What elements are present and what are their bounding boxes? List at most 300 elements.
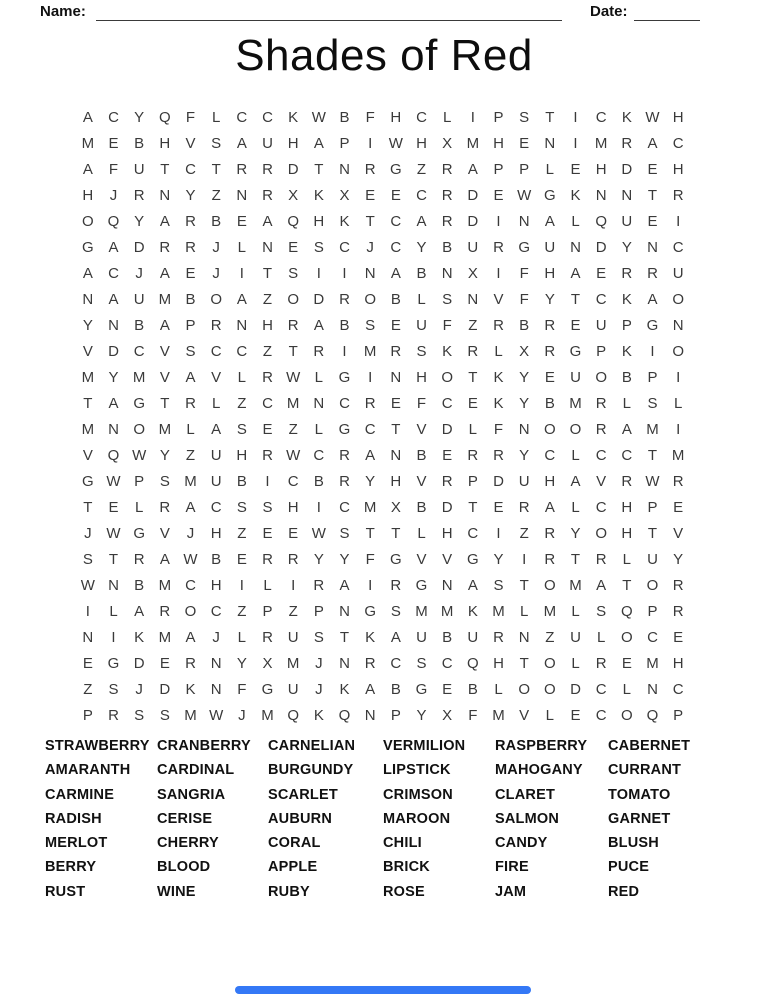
- grid-letter[interactable]: D: [621, 160, 633, 178]
- grid-letter[interactable]: N: [108, 420, 119, 438]
- grid-letter[interactable]: O: [184, 602, 197, 620]
- grid-letter[interactable]: D: [595, 238, 607, 256]
- grid-letter[interactable]: S: [313, 628, 324, 646]
- grid-letter[interactable]: I: [650, 342, 655, 360]
- grid-letter[interactable]: R: [595, 654, 607, 672]
- grid-letter[interactable]: C: [595, 108, 607, 126]
- grid-letter[interactable]: I: [111, 628, 116, 646]
- grid-letter[interactable]: P: [519, 160, 530, 178]
- grid-letter[interactable]: N: [518, 628, 530, 646]
- grid-letter[interactable]: E: [673, 498, 684, 516]
- grid-letter[interactable]: A: [108, 394, 119, 412]
- grid-letter[interactable]: J: [186, 524, 195, 542]
- grid-letter[interactable]: D: [108, 342, 119, 360]
- grid-letter[interactable]: L: [237, 238, 246, 256]
- grid-letter[interactable]: T: [262, 264, 273, 282]
- grid-letter[interactable]: I: [496, 264, 501, 282]
- grid-letter[interactable]: K: [134, 628, 145, 646]
- grid-letter[interactable]: P: [493, 160, 504, 178]
- grid-letter[interactable]: O: [595, 368, 607, 386]
- grid-letter[interactable]: U: [210, 472, 222, 490]
- grid-letter[interactable]: Z: [262, 342, 273, 360]
- grid-letter[interactable]: Q: [158, 108, 171, 126]
- grid-letter[interactable]: A: [647, 290, 658, 308]
- grid-letter[interactable]: M: [81, 420, 95, 438]
- grid-letter[interactable]: A: [82, 108, 93, 126]
- grid-letter[interactable]: A: [159, 550, 170, 568]
- grid-letter[interactable]: X: [390, 498, 401, 516]
- grid-letter[interactable]: L: [442, 108, 452, 126]
- grid-letter[interactable]: R: [185, 212, 196, 230]
- grid-letter[interactable]: B: [134, 134, 145, 152]
- grid-letter[interactable]: R: [262, 368, 273, 386]
- grid-letter[interactable]: Z: [211, 186, 221, 204]
- grid-letter[interactable]: P: [647, 498, 658, 516]
- grid-letter[interactable]: H: [493, 134, 504, 152]
- grid-letter[interactable]: L: [622, 394, 631, 412]
- grid-letter[interactable]: V: [159, 368, 170, 386]
- grid-letter[interactable]: I: [496, 212, 501, 230]
- grid-letter[interactable]: E: [493, 498, 504, 516]
- grid-letter[interactable]: C: [339, 498, 350, 516]
- grid-letter[interactable]: S: [390, 602, 401, 620]
- grid-letter[interactable]: E: [570, 706, 581, 724]
- grid-letter[interactable]: C: [236, 342, 248, 360]
- grid-letter[interactable]: C: [390, 654, 402, 672]
- grid-letter[interactable]: T: [647, 524, 658, 542]
- grid-letter[interactable]: R: [364, 654, 376, 672]
- grid-letter[interactable]: C: [595, 290, 607, 308]
- grid-letter[interactable]: B: [211, 212, 222, 230]
- grid-letter[interactable]: K: [339, 680, 350, 698]
- grid-letter[interactable]: E: [262, 524, 273, 542]
- grid-letter[interactable]: R: [672, 472, 684, 490]
- grid-letter[interactable]: R: [262, 446, 273, 464]
- grid-letter[interactable]: V: [82, 446, 93, 464]
- grid-letter[interactable]: P: [185, 316, 196, 334]
- grid-letter[interactable]: U: [621, 212, 633, 230]
- grid-letter[interactable]: G: [646, 316, 659, 334]
- grid-letter[interactable]: Q: [287, 706, 299, 724]
- grid-letter[interactable]: C: [108, 264, 119, 282]
- grid-letter[interactable]: J: [366, 238, 374, 256]
- grid-letter[interactable]: P: [647, 602, 658, 620]
- grid-letter[interactable]: A: [596, 576, 607, 594]
- grid-letter[interactable]: Q: [107, 446, 120, 464]
- grid-letter[interactable]: G: [569, 342, 582, 360]
- grid-letter[interactable]: R: [185, 238, 196, 256]
- grid-letter[interactable]: N: [108, 576, 119, 594]
- grid-letter[interactable]: R: [262, 550, 273, 568]
- grid-letter[interactable]: Z: [288, 420, 298, 438]
- grid-letter[interactable]: J: [238, 706, 246, 724]
- grid-letter[interactable]: L: [545, 706, 554, 724]
- grid-letter[interactable]: W: [388, 134, 403, 152]
- grid-letter[interactable]: U: [570, 628, 581, 646]
- grid-letter[interactable]: A: [365, 446, 376, 464]
- grid-letter[interactable]: O: [595, 524, 607, 542]
- grid-letter[interactable]: R: [493, 446, 504, 464]
- grid-letter[interactable]: E: [570, 160, 581, 178]
- grid-letter[interactable]: Q: [646, 706, 659, 724]
- grid-letter[interactable]: Z: [262, 290, 273, 308]
- grid-letter[interactable]: R: [493, 238, 504, 256]
- grid-letter[interactable]: A: [185, 628, 196, 646]
- grid-letter[interactable]: N: [236, 186, 248, 204]
- grid-letter[interactable]: K: [493, 368, 504, 386]
- grid-letter[interactable]: U: [570, 368, 581, 386]
- grid-letter[interactable]: A: [185, 368, 196, 386]
- grid-letter[interactable]: B: [544, 394, 555, 412]
- grid-letter[interactable]: P: [647, 368, 658, 386]
- grid-letter[interactable]: G: [133, 524, 145, 542]
- grid-letter[interactable]: H: [493, 654, 504, 672]
- grid-letter[interactable]: M: [671, 446, 685, 464]
- grid-letter[interactable]: X: [262, 654, 273, 672]
- grid-letter[interactable]: C: [185, 160, 196, 178]
- grid-letter[interactable]: K: [185, 680, 196, 698]
- grid-letter[interactable]: F: [519, 264, 529, 282]
- grid-letter[interactable]: B: [519, 316, 530, 334]
- grid-letter[interactable]: F: [365, 550, 375, 568]
- grid-letter[interactable]: C: [262, 394, 273, 412]
- grid-letter[interactable]: S: [236, 498, 247, 516]
- grid-letter[interactable]: R: [390, 342, 402, 360]
- grid-letter[interactable]: U: [647, 550, 658, 568]
- grid-letter[interactable]: B: [339, 316, 350, 334]
- grid-letter[interactable]: Z: [519, 524, 529, 542]
- grid-letter[interactable]: C: [441, 394, 453, 412]
- grid-letter[interactable]: J: [212, 628, 220, 646]
- grid-letter[interactable]: Z: [185, 446, 196, 464]
- grid-letter[interactable]: G: [389, 160, 402, 178]
- grid-letter[interactable]: E: [647, 212, 658, 230]
- grid-letter[interactable]: P: [262, 602, 273, 620]
- grid-letter[interactable]: N: [441, 264, 453, 282]
- grid-letter[interactable]: Y: [673, 550, 684, 568]
- grid-letter[interactable]: G: [81, 238, 94, 256]
- grid-letter[interactable]: E: [288, 238, 299, 256]
- grid-letter[interactable]: P: [390, 706, 401, 724]
- grid-letter[interactable]: A: [544, 212, 555, 230]
- grid-letter[interactable]: A: [82, 264, 93, 282]
- grid-letter[interactable]: N: [339, 654, 350, 672]
- grid-letter[interactable]: C: [467, 524, 479, 542]
- grid-letter[interactable]: O: [543, 680, 556, 698]
- grid-letter[interactable]: H: [621, 524, 633, 542]
- grid-letter[interactable]: M: [646, 420, 659, 438]
- grid-letter[interactable]: E: [82, 654, 93, 672]
- grid-letter[interactable]: H: [236, 446, 248, 464]
- grid-letter[interactable]: N: [518, 212, 530, 230]
- grid-letter[interactable]: R: [210, 316, 222, 334]
- grid-letter[interactable]: T: [519, 654, 529, 672]
- grid-letter[interactable]: H: [287, 498, 299, 516]
- name-fill-line[interactable]: [96, 3, 562, 21]
- grid-letter[interactable]: O: [672, 342, 684, 360]
- grid-letter[interactable]: W: [80, 576, 95, 594]
- grid-letter[interactable]: R: [441, 212, 453, 230]
- grid-letter[interactable]: A: [390, 264, 401, 282]
- grid-letter[interactable]: Z: [545, 628, 555, 646]
- grid-letter[interactable]: A: [313, 316, 324, 334]
- grid-letter[interactable]: Y: [416, 238, 427, 256]
- grid-letter[interactable]: E: [519, 134, 530, 152]
- grid-letter[interactable]: H: [672, 108, 684, 126]
- grid-letter[interactable]: C: [185, 576, 196, 594]
- grid-letter[interactable]: V: [211, 368, 222, 386]
- grid-letter[interactable]: B: [416, 264, 427, 282]
- grid-letter[interactable]: C: [544, 446, 556, 464]
- grid-letter[interactable]: L: [417, 290, 426, 308]
- grid-letter[interactable]: R: [544, 524, 556, 542]
- grid-letter[interactable]: E: [108, 498, 119, 516]
- grid-letter[interactable]: U: [467, 238, 479, 256]
- grid-letter[interactable]: D: [159, 680, 171, 698]
- grid-letter[interactable]: N: [441, 576, 453, 594]
- grid-letter[interactable]: G: [338, 368, 351, 386]
- grid-letter[interactable]: I: [291, 576, 296, 594]
- grid-letter[interactable]: L: [519, 602, 529, 620]
- grid-letter[interactable]: U: [416, 628, 427, 646]
- grid-letter[interactable]: R: [159, 602, 171, 620]
- grid-letter[interactable]: P: [82, 706, 93, 724]
- grid-letter[interactable]: E: [544, 368, 555, 386]
- grid-letter[interactable]: R: [544, 316, 556, 334]
- grid-letter[interactable]: C: [672, 238, 684, 256]
- grid-letter[interactable]: N: [364, 264, 376, 282]
- grid-letter[interactable]: L: [468, 420, 477, 438]
- grid-letter[interactable]: M: [184, 706, 197, 724]
- grid-letter[interactable]: O: [518, 680, 530, 698]
- grid-letter[interactable]: E: [390, 394, 401, 412]
- grid-letter[interactable]: L: [237, 628, 246, 646]
- grid-letter[interactable]: O: [569, 420, 582, 438]
- grid-letter[interactable]: S: [442, 290, 453, 308]
- grid-letter[interactable]: M: [286, 394, 300, 412]
- grid-letter[interactable]: A: [570, 264, 581, 282]
- grid-letter[interactable]: L: [109, 602, 118, 620]
- grid-letter[interactable]: R: [621, 134, 633, 152]
- grid-letter[interactable]: U: [133, 290, 145, 308]
- grid-letter[interactable]: A: [108, 238, 119, 256]
- grid-letter[interactable]: L: [571, 654, 580, 672]
- grid-letter[interactable]: G: [364, 602, 376, 620]
- grid-letter[interactable]: V: [159, 342, 170, 360]
- grid-letter[interactable]: D: [493, 472, 504, 490]
- grid-letter[interactable]: C: [262, 108, 273, 126]
- grid-letter[interactable]: S: [416, 342, 427, 360]
- grid-letter[interactable]: H: [672, 160, 684, 178]
- grid-letter[interactable]: R: [441, 472, 453, 490]
- grid-letter[interactable]: G: [415, 576, 428, 594]
- grid-letter[interactable]: H: [390, 108, 402, 126]
- grid-letter[interactable]: X: [519, 342, 530, 360]
- grid-letter[interactable]: R: [133, 186, 145, 204]
- grid-letter[interactable]: N: [262, 238, 273, 256]
- grid-letter[interactable]: R: [133, 550, 145, 568]
- grid-letter[interactable]: I: [522, 550, 527, 568]
- grid-letter[interactable]: Y: [519, 368, 530, 386]
- grid-letter[interactable]: R: [621, 472, 633, 490]
- grid-letter[interactable]: D: [133, 654, 145, 672]
- grid-letter[interactable]: O: [543, 420, 556, 438]
- grid-letter[interactable]: C: [621, 446, 633, 464]
- grid-letter[interactable]: Z: [416, 160, 427, 178]
- grid-letter[interactable]: P: [493, 108, 504, 126]
- grid-letter[interactable]: H: [672, 654, 684, 672]
- grid-letter[interactable]: Z: [288, 602, 298, 620]
- grid-letter[interactable]: F: [185, 108, 196, 126]
- grid-letter[interactable]: F: [519, 290, 529, 308]
- grid-letter[interactable]: R: [544, 550, 556, 568]
- grid-letter[interactable]: O: [620, 706, 633, 724]
- grid-letter[interactable]: A: [416, 212, 427, 230]
- grid-letter[interactable]: N: [210, 654, 222, 672]
- grid-letter[interactable]: Z: [237, 602, 247, 620]
- grid-letter[interactable]: B: [621, 368, 632, 386]
- grid-letter[interactable]: R: [621, 264, 633, 282]
- grid-letter[interactable]: I: [239, 576, 244, 594]
- grid-letter[interactable]: R: [287, 316, 299, 334]
- grid-letter[interactable]: H: [544, 264, 556, 282]
- grid-letter[interactable]: B: [442, 238, 453, 256]
- grid-letter[interactable]: L: [622, 550, 631, 568]
- grid-letter[interactable]: A: [82, 160, 93, 178]
- grid-letter[interactable]: K: [493, 394, 504, 412]
- grid-letter[interactable]: M: [492, 602, 505, 620]
- grid-letter[interactable]: N: [82, 628, 94, 646]
- grid-letter[interactable]: E: [365, 186, 376, 204]
- grid-letter[interactable]: I: [316, 264, 321, 282]
- grid-letter[interactable]: T: [545, 108, 555, 126]
- grid-letter[interactable]: M: [569, 576, 582, 594]
- grid-letter[interactable]: H: [544, 472, 556, 490]
- grid-letter[interactable]: S: [596, 602, 607, 620]
- grid-letter[interactable]: X: [467, 264, 478, 282]
- grid-letter[interactable]: V: [416, 420, 427, 438]
- grid-letter[interactable]: B: [313, 472, 324, 490]
- grid-letter[interactable]: C: [672, 680, 684, 698]
- grid-letter[interactable]: C: [672, 134, 684, 152]
- grid-letter[interactable]: C: [210, 498, 222, 516]
- grid-letter[interactable]: W: [106, 472, 121, 490]
- grid-letter[interactable]: Y: [185, 186, 196, 204]
- grid-letter[interactable]: K: [467, 602, 478, 620]
- grid-letter[interactable]: I: [470, 108, 475, 126]
- grid-letter[interactable]: E: [442, 680, 453, 698]
- grid-letter[interactable]: G: [543, 186, 556, 204]
- grid-letter[interactable]: A: [211, 420, 222, 438]
- grid-letter[interactable]: M: [158, 628, 172, 646]
- grid-letter[interactable]: M: [158, 420, 172, 438]
- grid-letter[interactable]: O: [672, 290, 684, 308]
- grid-letter[interactable]: X: [339, 186, 350, 204]
- grid-letter[interactable]: I: [368, 368, 373, 386]
- grid-letter[interactable]: B: [416, 446, 427, 464]
- grid-letter[interactable]: E: [390, 316, 401, 334]
- grid-letter[interactable]: A: [313, 134, 324, 152]
- grid-letter[interactable]: M: [646, 654, 659, 672]
- grid-letter[interactable]: T: [468, 368, 478, 386]
- grid-letter[interactable]: E: [262, 420, 273, 438]
- grid-letter[interactable]: C: [595, 706, 607, 724]
- grid-letter[interactable]: R: [159, 498, 171, 516]
- grid-letter[interactable]: H: [210, 576, 222, 594]
- grid-letter[interactable]: R: [108, 706, 119, 724]
- grid-letter[interactable]: C: [133, 342, 145, 360]
- grid-letter[interactable]: E: [236, 550, 247, 568]
- grid-letter[interactable]: A: [236, 290, 247, 308]
- grid-letter[interactable]: W: [311, 524, 326, 542]
- grid-letter[interactable]: R: [493, 316, 504, 334]
- grid-letter[interactable]: P: [313, 602, 324, 620]
- grid-letter[interactable]: D: [441, 420, 453, 438]
- grid-letter[interactable]: M: [415, 602, 428, 620]
- grid-letter[interactable]: X: [288, 186, 299, 204]
- grid-letter[interactable]: H: [82, 186, 94, 204]
- grid-letter[interactable]: D: [441, 498, 453, 516]
- grid-letter[interactable]: V: [519, 706, 530, 724]
- grid-letter[interactable]: T: [339, 628, 350, 646]
- grid-letter[interactable]: E: [390, 186, 401, 204]
- grid-letter[interactable]: B: [134, 576, 145, 594]
- grid-letter[interactable]: C: [364, 420, 376, 438]
- grid-letter[interactable]: C: [416, 108, 427, 126]
- grid-letter[interactable]: L: [186, 420, 195, 438]
- grid-letter[interactable]: Q: [466, 654, 479, 672]
- grid-letter[interactable]: R: [390, 576, 402, 594]
- grid-letter[interactable]: M: [440, 602, 454, 620]
- grid-letter[interactable]: D: [133, 238, 145, 256]
- grid-letter[interactable]: B: [442, 628, 453, 646]
- grid-letter[interactable]: A: [467, 160, 478, 178]
- grid-letter[interactable]: H: [262, 316, 273, 334]
- grid-letter[interactable]: M: [569, 394, 582, 412]
- grid-letter[interactable]: H: [621, 498, 633, 516]
- grid-letter[interactable]: C: [595, 446, 607, 464]
- grid-letter[interactable]: M: [184, 472, 197, 490]
- grid-letter[interactable]: A: [339, 576, 350, 594]
- grid-letter[interactable]: H: [595, 160, 607, 178]
- grid-letter[interactable]: I: [368, 134, 373, 152]
- grid-letter[interactable]: U: [595, 316, 607, 334]
- grid-letter[interactable]: R: [595, 420, 607, 438]
- grid-letter[interactable]: D: [313, 290, 325, 308]
- grid-letter[interactable]: B: [416, 498, 427, 516]
- grid-letter[interactable]: R: [441, 186, 453, 204]
- grid-letter[interactable]: O: [364, 290, 376, 308]
- grid-letter[interactable]: U: [133, 160, 145, 178]
- grid-letter[interactable]: W: [132, 446, 147, 464]
- grid-letter[interactable]: K: [621, 108, 632, 126]
- grid-letter[interactable]: Q: [107, 212, 120, 230]
- grid-letter[interactable]: L: [596, 628, 606, 646]
- grid-letter[interactable]: N: [595, 186, 607, 204]
- grid-letter[interactable]: U: [518, 472, 530, 490]
- grid-letter[interactable]: U: [544, 238, 556, 256]
- grid-letter[interactable]: Y: [570, 524, 581, 542]
- grid-letter[interactable]: M: [466, 134, 480, 152]
- grid-letter[interactable]: F: [468, 706, 478, 724]
- grid-letter[interactable]: E: [493, 186, 504, 204]
- grid-letter[interactable]: L: [622, 680, 631, 698]
- grid-letter[interactable]: F: [493, 420, 504, 438]
- grid-letter[interactable]: Q: [595, 212, 607, 230]
- grid-letter[interactable]: E: [467, 394, 478, 412]
- grid-letter[interactable]: R: [159, 238, 171, 256]
- grid-letter[interactable]: A: [467, 576, 478, 594]
